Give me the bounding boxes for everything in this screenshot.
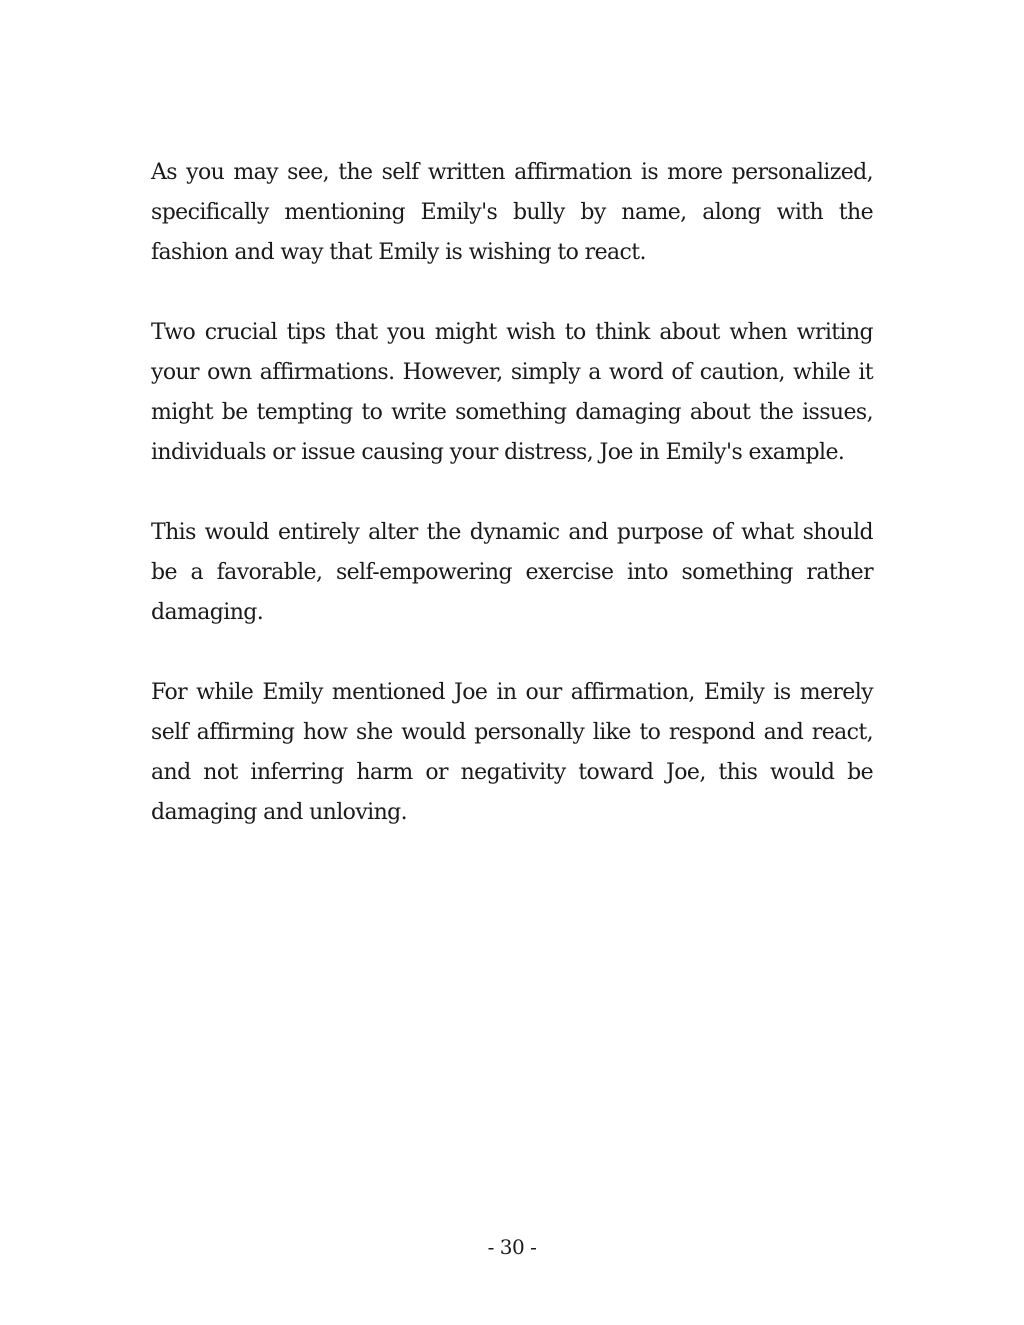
- page-number: - 30 -: [487, 1235, 537, 1259]
- paragraph-2: Two crucial tips that you might wish to think about when writing your own affirmations. However, simply a word of caution, while it might be tempting to write something damaging about the issues, individuals or issue causing your distress, Joe in Emily's example.: [151, 320, 873, 465]
- paragraph-1: As you may see, the self written affirmation is more personalized, specifically mentioning Emily's bully by name, along with the fashion and way that Emily is wishing to react.: [151, 160, 873, 265]
- paragraph-3: This would entirely alter the dynamic and purpose of what should be a favorable, self-empowering exercise into something rather damaging.: [151, 520, 873, 625]
- paragraph-4: For while Emily mentioned Joe in our affirmation, Emily is merely self affirming how she would personally like to respond and react, and not inferring harm or negativity toward Joe, this would be damaging and unloving.: [151, 680, 873, 825]
- page-body: [151, 153, 873, 873]
